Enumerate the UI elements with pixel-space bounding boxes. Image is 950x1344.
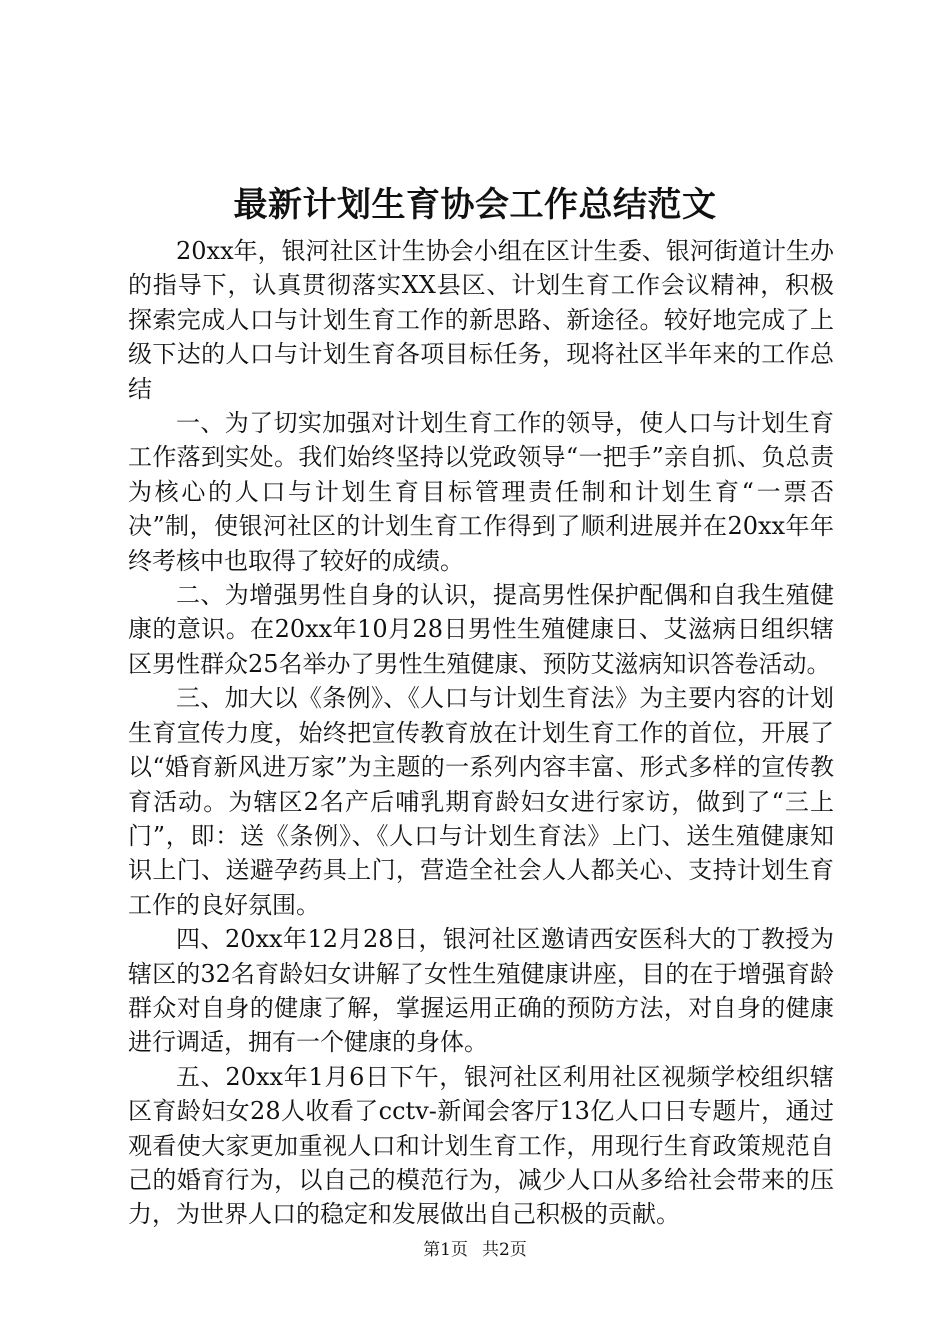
paragraph-1: 一、为了切实加强对计划生育工作的领导，使人口与计划生育工作落到实处。我们始终坚持以党政领导“一把手”亲自抓、负总责为核心的人口与计划生育目标管理责任制和计划生育“一票否决”制，使银河社区的计划生育工作得到了顺利进展并在20xx年年终考核中也取得了较好的成绩。 [128,409,834,575]
paragraph-5: 五、20xx年1月6日下午，银河社区利用社区视频学校组织辖区育龄妇女28人收看了cctv-新闻会客厅13亿人口日专题片，通过观看使大家更加重视人口和计划生育工作，用现行生育政策规范自己的婚育行为，以自己的模范行为，减少人口从多给社会带来的压力，为世界人口的稳定和发展做出自己积极的贡献。 [128,1062,834,1229]
paragraph-3: 三、加大以《条例》、《人口与计划生育法》为主要内容的计划生育宣传力度，始终把宣传教育放在计划生育工作的首位，开展了以“婚育新风进万家”为主题的一系列内容丰富、形式多样的宣传教育活动。为辖区2名产后哺乳期育龄妇女进行家访，做到了“三上门”，即：送《条例》、《人口与计划生育法》上门、送生殖健康知识上门、送避孕药具上门，营造全社会人人都关心、支持计划生育工作的良好氛围。 [128,684,834,919]
document-body [128,234,834,1232]
page-total: 共2页 [482,1240,527,1260]
paragraph-intro: 20xx年，银河社区计生协会小组在区计生委、银河街道计生办的指导下，认真贯彻落实XX县区、计划生育工作会议精神，积极探索完成人口与计划生育工作的新思路、新途径。较好地完成了上级下达的人口与计划生育各项目标任务，现将社区半年来的工作总结 [128,237,834,403]
page-number: 第1页 [423,1240,468,1260]
page-footer [0,1238,950,1262]
paragraph-4: 四、20xx年12月28日，银河社区邀请西安医科大的丁教授为辖区的32名育龄妇女讲解了女性生殖健康讲座，目的在于增强育龄群众对自身的健康了解，掌握运用正确的预防方法，对自身的健康进行调适，拥有一个健康的身体。 [128,925,834,1057]
document-title: 最新计划生育协会工作总结范文 [233,185,717,225]
paragraph-2: 二、为增强男性自身的认识，提高男性保护配偶和自我生殖健康的意识。在20xx年10月28日男性生殖健康日、艾滋病日组织辖区男性群众25名举办了男性生殖健康、预防艾滋病知识答卷活动。 [128,581,834,678]
